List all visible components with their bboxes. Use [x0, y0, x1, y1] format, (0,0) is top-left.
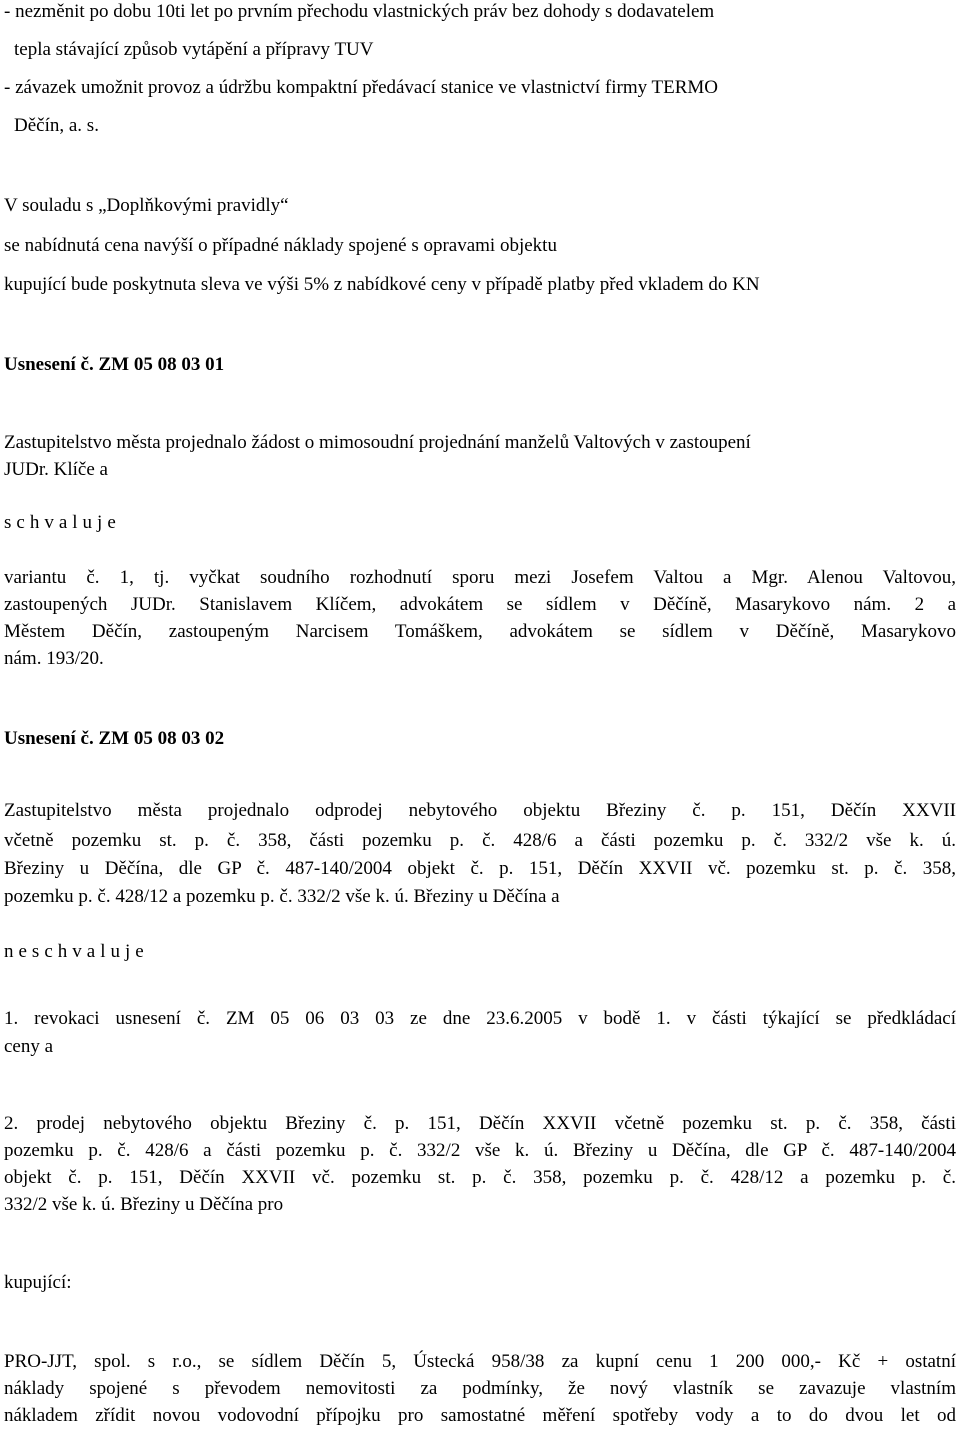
point-1-line: ceny a: [4, 1036, 54, 1057]
resolution-2-intro-line: Zastupitelstvo města projednalo odprodej nebytového objektu Březiny č. p. 151, Děčín XXVII: [4, 800, 956, 821]
buyer-line: nákladem zřídit novou vodovodní přípojku pro samostatné měření spotřeby vody a to do dvou let od: [4, 1405, 956, 1426]
point-2-line: 332/2 vše k. ú. Březiny u Děčína pro: [4, 1194, 284, 1215]
resolution-number: ZM 05 08 03 02: [98, 728, 225, 749]
resolution-label: Usnesení č.: [4, 354, 94, 375]
rules-heading: V souladu s „Doplňkovými pravidly“: [4, 195, 289, 216]
buyer-line: náklady spojené s převodem nemovitosti za podmínky, že nový vlastník se zavazuje vlastním: [4, 1378, 956, 1399]
condition-line: Děčín, a. s.: [14, 115, 99, 136]
buyer-label: kupující:: [4, 1272, 72, 1293]
rules-line: kupující bude poskytnuta sleva ve výši 5% z nabídkové ceny v případě platby před vkladem do KN: [4, 274, 760, 295]
resolution-1-intro: Zastupitelstvo města projednalo žádost o mimosoudní projednání manželů Valtových v zastoupení: [4, 432, 751, 453]
resolution-1-heading: [4, 354, 224, 376]
condition-line: tepla stávající způsob vytápění a přípravy TUV: [14, 39, 374, 60]
buyer-line: PRO-JJT, spol. s r.o., se sídlem Děčín 5, Ústecká 958/38 za kupní cenu 1 200 000,- Kč + ostatní: [4, 1351, 956, 1372]
point-2-line: pozemku p. č. 428/6 a části pozemku p. č. 332/2 vše k. ú. Březiny u Děčína, dle GP č. 487-140/2004: [4, 1140, 956, 1161]
resolution-1-body-line: zastoupených JUDr. Stanislavem Klíčem, advokátem se sídlem v Děčíně, Masarykovo nám. 2 a: [4, 594, 956, 615]
resolution-number: ZM 05 08 03 01: [98, 354, 225, 375]
point-2-line: 2. prodej nebytového objektu Březiny č. p. 151, Děčín XXVII včetně pozemku st. p. č. 358, části: [4, 1113, 956, 1134]
resolution-1-body-line: nám. 193/20.: [4, 648, 104, 669]
resolution-2-intro-line: včetně pozemku st. p. č. 358, části pozemku p. č. 428/6 a části pozemku p. č. 332/2 vše k. ú.: [4, 830, 956, 851]
rules-line: se nabídnutá cena navýší o případné náklady spojené s opravami objektu: [4, 235, 557, 256]
condition-line: - nezměnit po dobu 10ti let po prvním přechodu vlastnických práv bez dohody s dodavatelem: [4, 1, 715, 22]
point-1-line: 1. revokaci usnesení č. ZM 05 06 03 03 ze dne 23.6.2005 v bodě 1. v části týkající se předkládací: [4, 1008, 956, 1029]
resolution-1-verb: schvaluje: [4, 512, 121, 533]
resolution-1-body-line: Městem Děčín, zastoupeným Narcisem Tomáškem, advokátem se sídlem v Děčíně, Masarykovo: [4, 621, 956, 642]
point-2-line: objekt č. p. 151, Děčín XXVII vč. pozemku st. p. č. 358, pozemku p. č. 428/12 a pozemku p. č.: [4, 1167, 956, 1188]
resolution-1-body-line: variantu č. 1, tj. vyčkat soudního rozhodnutí sporu mezi Josefem Valtou a Mgr. Alenou Valtovou,: [4, 567, 956, 588]
resolution-2-intro-line: Březiny u Děčína, dle GP č. 487-140/2004 objekt č. p. 151, Děčín XXVII vč. pozemku st. p. č. 358,: [4, 858, 956, 879]
resolution-label: Usnesení č.: [4, 728, 94, 749]
resolution-2-intro-line: pozemku p. č. 428/12 a pozemku p. č. 332/2 vše k. ú. Březiny u Děčína a: [4, 886, 560, 907]
resolution-1-intro: JUDr. Klíče a: [4, 459, 108, 480]
resolution-2-verb: neschvaluje: [4, 941, 149, 962]
condition-line: - závazek umožnit provoz a údržbu kompaktní předávací stanice ve vlastnictví firmy TERMO: [4, 77, 719, 98]
resolution-2-heading: [4, 728, 224, 750]
